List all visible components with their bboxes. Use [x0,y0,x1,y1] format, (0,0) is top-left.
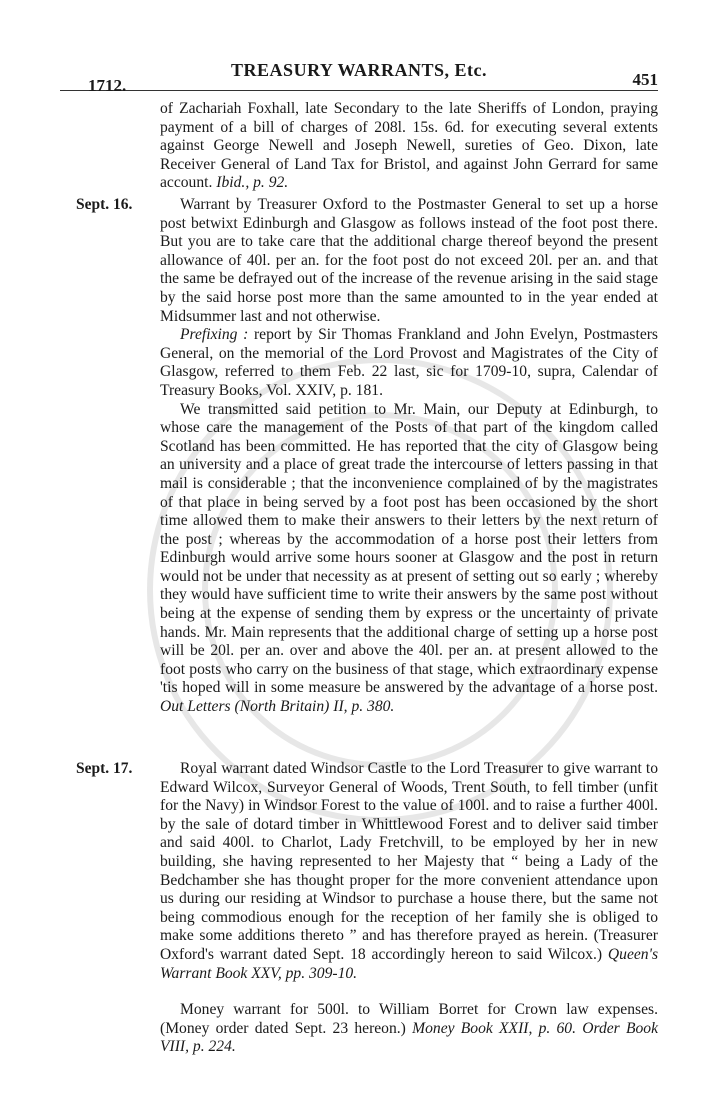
paragraph: We transmitted said petition to Mr. Main, our Deputy at Edinburgh, to whose care the management of the Posts of that part of the kingdom called Scotland has been committed. He has reported that the city of Glasgow being an university and a place of great trade the intercourse of letters passing in that mail is considerable ; that the inconvenience complained of by the magistrates of that place in being served by a foot post has been occasioned by the short time allowed them to make their answers to their letters by the next return of the post ; whereas by the accommodation of a horse post their letters from Edinburgh would arrive some hours sooner at Glasgow and the post in return would not be under that necessity as at present of setting out so early ; whereby they would have sufficient time to write their answers by the same post without being at the expense of sending them by express or the uncertainty of private hands. Mr. Main represents that the additional charge of setting up a horse post will be 20l. per an. over and above the 40l. per an. at present allowed to the foot posts who carry on the business of that stage, which extraordinary expense 'tis hoped will in some measure be answered by the advantage of a horse post. Out Letters (North Britain) II, p. 380. [160,400,658,716]
entry-horse-post [160,196,658,717]
entry-royal-warrant [160,760,658,983]
paragraph: Warrant by Treasurer Oxford to the Postmaster General to set up a horse post betwixt Edinburgh and Glasgow as follows instead of the foot post there. But you are to take care that the additional charge thereof beyond the present allowance of 40l. per an. for the foot post do not exceed 20l. per an. and that the same be defrayed out of the increase of the revenue arising in the said stage by the said horse post more than the same amounted to in the year ended at Midsummer last and not otherwise. [160,196,658,325]
prefixing-label: Prefixing : [180,326,249,344]
source-reference: Ibid., p. 92. [216,174,289,192]
entry-continuation [160,100,658,193]
entry-continuation-text: of Zachariah Foxhall, late Secondary to the late Sheriffs of London, praying payment of a bill of charges of 208l. 15s. 6d. for executing several extents against George Newell and Joseph Newell, sureties of Geo. Dixon, late Receiver General of Land Tax for Bristol, and against John Gerrard for same account. Ibid., p. 92. [160,100,658,192]
running-header [60,60,658,95]
paragraph: Royal warrant dated Windsor Castle to the Lord Treasurer to give warrant to Edward Wilcox, Surveyor General of Woods, Trent South, to fell timber (unfit for the Navy) in Windsor Forest to the value of 100l. and to raise a further 400l. by the sale of dotard timber in Whittlewood Forest and to deliver said timber and said 400l. to Charlot, Lady Fretchvill, to be employed by her in new building, she having represented to her Majesty that “ being a Lady of the Bedchamber she has thought proper for the more convenient attendance upon us during our residing at Windsor to purchase a house there, but the same not being commodious enough for the reception of her family she is obliged to make some additions thereto ” and has therefore prayed as herein. (Treasurer Oxford's warrant dated Sept. 18 accordingly hereon to said Wilcox.) Queen's Warrant Book XXV, pp. 309-10. [160,760,659,982]
paragraph: Prefixing : report by Sir Thomas Frankland and John Evelyn, Postmasters General, on the memorial of the Lord Provost and Magistrates of the City of Glasgow, referred to them Feb. 22 last, sic for 1709-10, supra, Calendar of Treasury Books, Vol. XXIV, p. 181. [160,326,659,399]
source-reference: Out Letters (North Britain) II, p. 380. [160,698,395,716]
entry-date: Sept. 17. [76,760,133,777]
source-reference: Queen's Warrant Book XXV, pp. 309-10. [160,945,659,982]
header-title: TREASURY WARRANTS, Etc. [231,60,487,80]
entry-money-warrant [160,1001,658,1057]
page-number: 451 [632,70,658,89]
paragraph: Money warrant for 500l. to William Borret for Crown law expenses. (Money order dated Sept. 23 hereon.) Money Book XXII, p. 60. Order Book VIII, p. 224. [160,1001,658,1056]
entry-date: Sept. 16. [76,196,133,213]
source-reference: Money Book XXII, p. 60. Order Book VIII, p. 224. [160,1019,658,1056]
header-year: 1712. [88,76,127,95]
